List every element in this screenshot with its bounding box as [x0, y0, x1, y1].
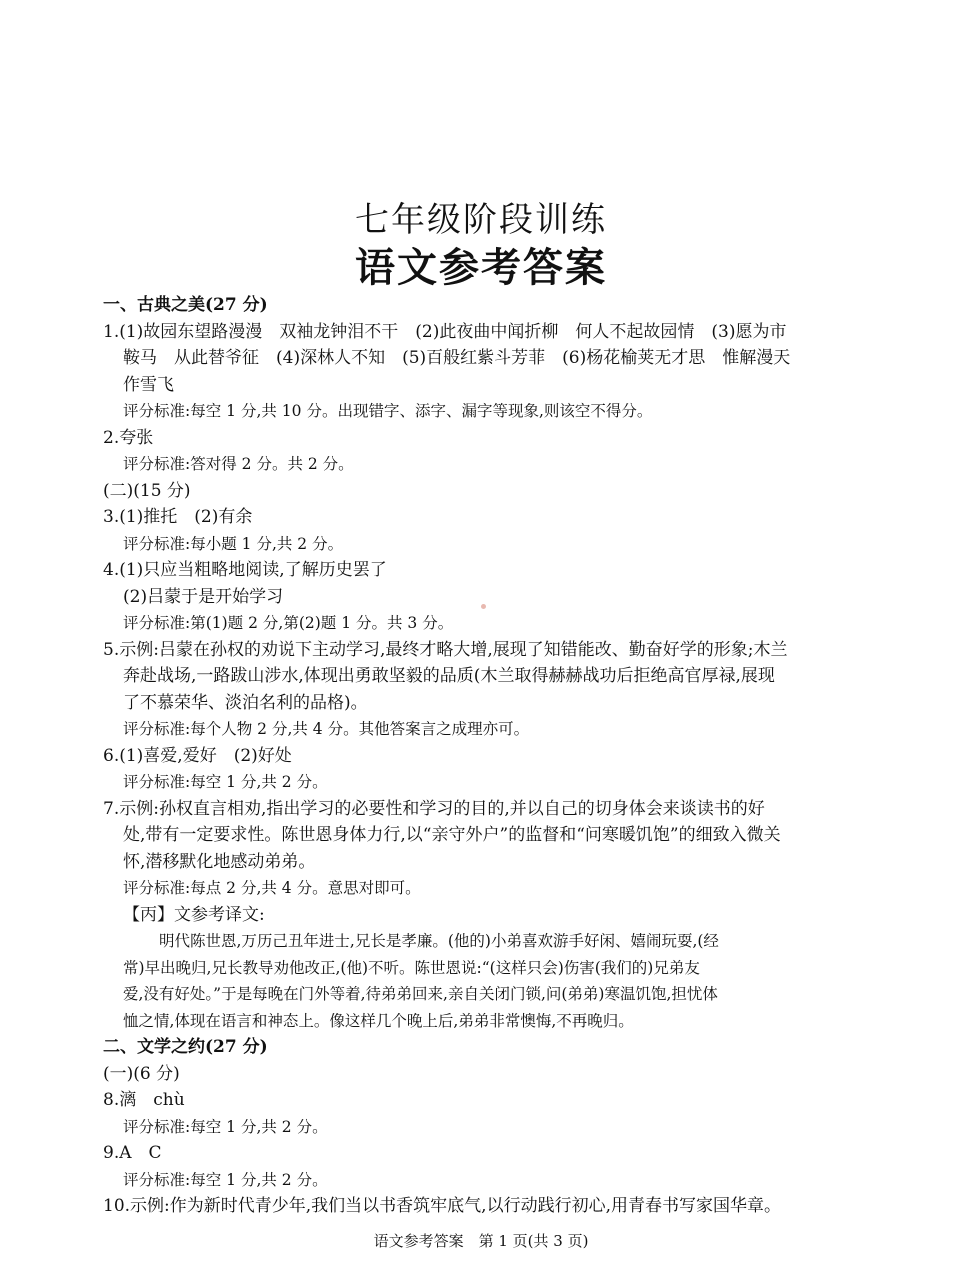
answer-line: 8.漓 chù — [103, 1090, 185, 1110]
section-heading: 一、古典之美(27 分) — [103, 295, 268, 315]
section-heading: 二、文学之约(27 分) — [103, 1037, 268, 1057]
scoring-line: 评分标准:每空 1 分,共 10 分。出现错字、添字、漏字等现象,则该空不得分。 — [123, 402, 653, 420]
title-grade: 七年级阶段训练 — [355, 200, 607, 240]
title-block — [0, 198, 962, 294]
answer-line: 3.(1)推托 (2)有余 — [103, 507, 253, 527]
scoring-line: 评分标准:答对得 2 分。共 2 分。 — [123, 455, 354, 473]
answer-line: 4.(1)只应当粗略地阅读,了解历史罢了 — [103, 560, 387, 580]
answer-line: 作雪飞 — [123, 374, 174, 395]
answer-line: 了不慕荣华、淡泊名利的品格)。 — [123, 692, 368, 713]
answer-line: 鞍马 从此替爷征 (4)深林人不知 (5)百般红紫斗芳菲 (6)杨花榆荚无才思 惟解漫天 — [123, 348, 791, 368]
scoring-line: 评分标准:每空 1 分,共 2 分。 — [123, 1117, 328, 1136]
answer-line: (2)吕蒙于是开始学习 — [123, 586, 284, 607]
scoring-line: 评分标准:每点 2 分,共 4 分。意思对即可。 — [123, 879, 421, 897]
scan-dot-mark — [481, 604, 486, 609]
translation-heading: 【丙】文参考译文: — [123, 904, 265, 925]
answer-line: 5.示例:吕蒙在孙权的劝说下主动学习,最终才略大增,展现了知错能改、勤奋好学的形象;木兰 — [103, 639, 788, 660]
scoring-line: 评分标准:每个人物 2 分,共 4 分。其他答案言之成理亦可。 — [123, 720, 530, 738]
translation-line: 常)早出晚归,兄长教导劝他改正,(他)不听。陈世恩说:“(这样只会)伤害(我们的)兄弟友 — [123, 958, 700, 977]
title-subject: 语文参考答案 — [355, 244, 607, 291]
answer-line: 怀,潜移默化地感动弟弟。 — [123, 851, 316, 872]
subsection-heading: (二)(15 分) — [103, 480, 191, 501]
subsection-heading: (一)(6 分) — [103, 1063, 180, 1084]
scoring-line: 评分标准:每小题 1 分,共 2 分。 — [123, 534, 344, 553]
translation-line: 恤之情,体现在语言和神态上。像这样几个晚上后,弟弟非常懊悔,不再晚归。 — [123, 1011, 634, 1030]
page-footer: 语文参考答案 第 1 页(共 3 页) — [373, 1232, 589, 1250]
scoring-line: 评分标准:第(1)题 2 分,第(2)题 1 分。共 3 分。 — [123, 614, 454, 632]
answer-line: 奔赴战场,一路跋山涉水,体现出勇敢坚毅的品质(木兰取得赫赫战功后拒绝高官厚禄,展现 — [123, 666, 775, 686]
translation-line: 明代陈世恩,万历己丑年进士,兄长是孝廉。(他的)小弟喜欢游手好闲、嬉闹玩耍,(经 — [159, 932, 719, 950]
scoring-line: 评分标准:每空 1 分,共 2 分。 — [123, 773, 328, 791]
answer-line: 处,带有一定要求性。陈世恩身体力行,以“亲守外户”的监督和“问寒暖饥饱”的细致入微关 — [123, 825, 781, 845]
answer-line: 9.A C — [103, 1143, 162, 1163]
answer-line: 1.(1)故园东望路漫漫 双袖龙钟泪不干 (2)此夜曲中闻折柳 何人不起故园情 (3)愿为市 — [103, 321, 787, 342]
answer-line: 10.示例:作为新时代青少年,我们当以书香筑牢底气,以行动践行初心,用青春书写家国华章。 — [103, 1196, 781, 1216]
scoring-line: 评分标准:每空 1 分,共 2 分。 — [123, 1170, 328, 1189]
answer-line: 6.(1)喜爱,爱好 (2)好处 — [103, 745, 292, 766]
answer-line: 2.夸张 — [103, 427, 154, 448]
translation-line: 爱,没有好处。”于是每晚在门外等着,待弟弟回来,亲自关闭门锁,问(弟弟)寒温饥饱,担忧体 — [123, 985, 718, 1003]
answer-content — [103, 292, 861, 1220]
answer-line: 7.示例:孙权直言相劝,指出学习的必要性和学习的目的,并以自己的切身体会来谈读书的好 — [103, 798, 765, 819]
